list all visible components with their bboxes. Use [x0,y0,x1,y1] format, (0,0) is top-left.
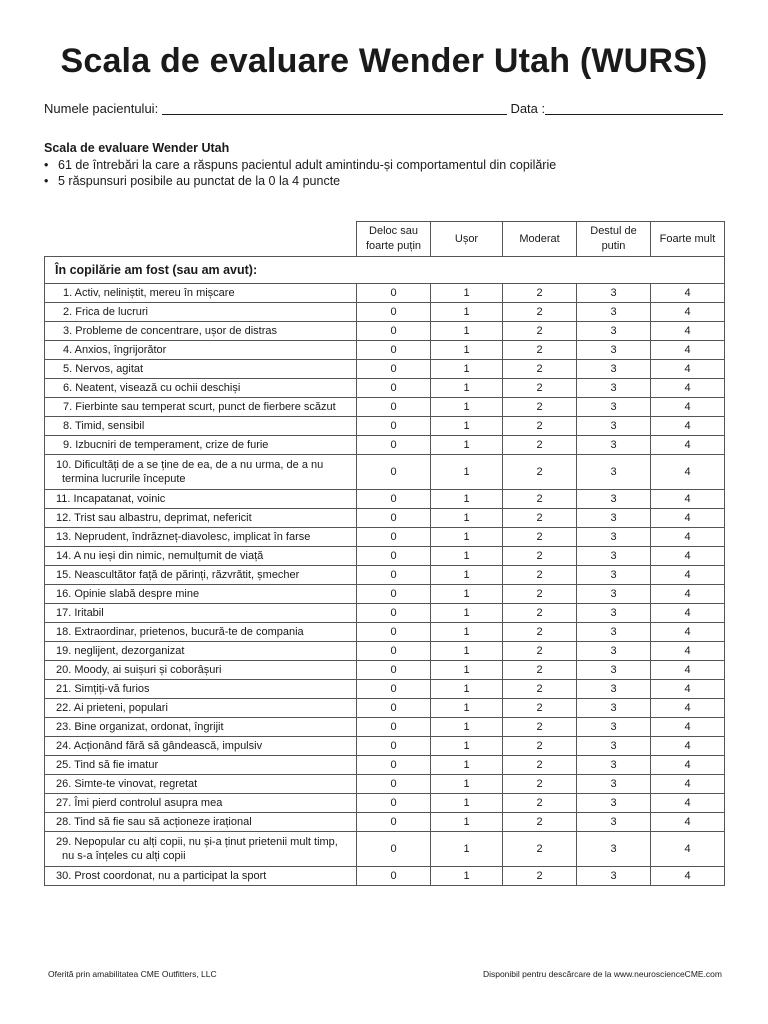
score-option[interactable]: 2 [503,455,577,490]
score-option[interactable]: 2 [503,417,577,436]
item-label [45,642,357,661]
item-label-text: 21. Simțiți-vă furios [56,683,150,695]
table-row [45,284,725,303]
item-label-text: 11. Incapatanat, voinic [56,493,166,505]
score-option[interactable]: 0 [357,417,431,436]
score-option[interactable]: 2 [503,509,577,528]
score-option[interactable]: 4 [651,398,725,417]
intro-heading: Scala de evaluare Wender Utah [44,141,230,155]
item-label-text: 27. Îmi pierd controlul asupra mea [56,797,223,809]
score-option[interactable]: 2 [503,680,577,699]
score-option[interactable]: 4 [651,417,725,436]
item-label [45,547,357,566]
table-row [45,867,725,886]
item-label-text: 4. Anxios, îngrijorător [63,344,167,356]
score-option[interactable]: 0 [357,398,431,417]
item-label-line: termina lucrurile începute [62,473,186,485]
score-option[interactable]: 2 [503,604,577,623]
score-option[interactable]: 0 [357,813,431,832]
item-label [45,417,357,436]
score-option[interactable]: 0 [357,661,431,680]
score-option[interactable]: 4 [651,379,725,398]
table-row [45,832,725,867]
score-option[interactable]: 3 [577,585,651,604]
score-option[interactable]: 1 [431,794,503,813]
score-option[interactable]: 3 [577,756,651,775]
score-option[interactable]: 1 [431,566,503,585]
patient-name-label: Numele pacientului: [44,101,159,116]
table-row [45,737,725,756]
score-option[interactable]: 1 [431,284,503,303]
score-option[interactable]: 3 [577,547,651,566]
score-option[interactable]: 3 [577,322,651,341]
score-option[interactable]: 4 [651,756,725,775]
item-label-text: 1. Activ, neliniștit, mereu în mișcare [63,287,235,299]
score-option[interactable]: 2 [503,379,577,398]
score-option[interactable]: 3 [577,379,651,398]
score-option[interactable]: 2 [503,794,577,813]
score-option[interactable]: 4 [651,303,725,322]
score-option[interactable]: 2 [503,585,577,604]
item-label-text: 15. Neascultător față de părinți, răzvrătit, șmecher [56,569,300,581]
score-option[interactable]: 3 [577,284,651,303]
score-option[interactable]: 0 [357,756,431,775]
table-row [45,528,725,547]
item-label [45,699,357,718]
score-option[interactable]: 3 [577,794,651,813]
score-option[interactable]: 4 [651,284,725,303]
item-label [45,455,357,490]
item-label-text: 9. Izbucniri de temperament, crize de furie [63,439,269,451]
column-header-text: Destul de [590,225,637,237]
score-option[interactable]: 3 [577,623,651,642]
item-label [45,284,357,303]
score-option[interactable]: 0 [357,642,431,661]
item-label [45,322,357,341]
score-option[interactable]: 2 [503,756,577,775]
score-option[interactable]: 0 [357,737,431,756]
score-option[interactable]: 4 [651,813,725,832]
score-option[interactable]: 1 [431,756,503,775]
table-row [45,604,725,623]
score-option[interactable]: 4 [651,737,725,756]
score-option[interactable]: 1 [431,436,503,455]
score-option[interactable]: 4 [651,566,725,585]
score-option[interactable]: 0 [357,436,431,455]
item-label [45,398,357,417]
table-header-row [45,222,725,257]
item-label [45,737,357,756]
table-row [45,341,725,360]
score-option[interactable]: 1 [431,699,503,718]
score-option[interactable]: 0 [357,490,431,509]
score-option[interactable]: 2 [503,775,577,794]
rating-scale-table [44,221,725,886]
date-label: Data : [510,101,546,116]
score-option[interactable]: 3 [577,436,651,455]
score-option[interactable]: 2 [503,303,577,322]
score-option[interactable]: 0 [357,585,431,604]
score-option[interactable]: 2 [503,623,577,642]
score-option[interactable]: 0 [357,775,431,794]
item-label-text: 2. Frica de lucruri [63,306,148,318]
intro-bullets [44,157,556,189]
score-option[interactable]: 0 [357,867,431,886]
score-option[interactable]: 1 [431,303,503,322]
item-label [45,623,357,642]
table-row [45,585,725,604]
item-label [45,867,357,886]
item-label [45,775,357,794]
score-option[interactable]: 0 [357,284,431,303]
score-option[interactable]: 0 [357,455,431,490]
score-option[interactable]: 0 [357,794,431,813]
table-row [45,699,725,718]
score-option[interactable]: 4 [651,867,725,886]
column-header [503,222,577,257]
column-header [577,222,651,257]
item-label-text: 20. Moody, ai suișuri și coborâșuri [56,664,222,676]
item-label-text: 19. neglijent, dezorganizat [56,645,185,657]
item-label [45,813,357,832]
score-option[interactable]: 3 [577,417,651,436]
item-label-text: 8. Timid, sensibil [63,420,145,432]
section-heading-row [45,257,725,284]
score-option[interactable]: 1 [431,509,503,528]
score-option[interactable]: 4 [651,341,725,360]
item-label [45,360,357,379]
item-label-text: 16. Opinie slabă despre mine [56,588,200,600]
score-option[interactable]: 0 [357,680,431,699]
score-option[interactable]: 1 [431,417,503,436]
score-option[interactable]: 4 [651,547,725,566]
score-option[interactable]: 2 [503,718,577,737]
score-option[interactable]: 3 [577,642,651,661]
table-row [45,718,725,737]
score-option[interactable]: 4 [651,623,725,642]
item-label-text: 7. Fierbinte sau temperat scurt, punct de fierbere scăzut [63,401,336,413]
intro-block [44,140,556,189]
column-header-text: Ușor [454,232,479,245]
column-header [357,222,431,257]
score-option[interactable]: 3 [577,680,651,699]
score-option[interactable]: 4 [651,455,725,490]
score-option[interactable]: 3 [577,398,651,417]
table-row [45,509,725,528]
item-label-line: nu s-a înțeles cu alți copii [62,850,186,862]
score-option[interactable]: 0 [357,360,431,379]
score-option[interactable]: 2 [503,642,577,661]
score-option[interactable]: 3 [577,867,651,886]
score-option[interactable]: 2 [503,436,577,455]
score-option[interactable]: 2 [503,528,577,547]
score-option[interactable]: 0 [357,528,431,547]
item-label-text: 25. Tind să fie imatur [56,759,159,771]
score-option[interactable]: 1 [431,341,503,360]
item-label [45,490,357,509]
score-option[interactable]: 0 [357,718,431,737]
score-option[interactable]: 0 [357,303,431,322]
score-option[interactable]: 0 [357,832,431,867]
table-row [45,642,725,661]
item-label-text: 3. Probleme de concentrare, ușor de distras [63,325,278,337]
item-label [45,436,357,455]
column-header-text: Foarte mult [659,232,716,245]
score-option[interactable]: 4 [651,794,725,813]
item-label [45,566,357,585]
score-option[interactable]: 4 [651,509,725,528]
score-option[interactable]: 1 [431,455,503,490]
score-option[interactable]: 0 [357,566,431,585]
item-label [45,756,357,775]
item-label-text: 24. Acționând fără să gândească, impulsiv [56,740,263,752]
score-option[interactable]: 3 [577,455,651,490]
table-row [45,756,725,775]
item-label [45,341,357,360]
score-option[interactable]: 2 [503,360,577,379]
section-heading: În copilărie am fost (sau am avut): [45,257,725,284]
item-label [45,794,357,813]
score-option[interactable]: 1 [431,528,503,547]
score-option[interactable]: 2 [503,699,577,718]
score-option[interactable]: 4 [651,699,725,718]
score-option[interactable]: 4 [651,322,725,341]
table-row [45,623,725,642]
score-option[interactable]: 2 [503,547,577,566]
score-option[interactable]: 0 [357,509,431,528]
score-option[interactable]: 3 [577,360,651,379]
table-row [45,566,725,585]
table-row [45,398,725,417]
score-option[interactable]: 4 [651,680,725,699]
score-option[interactable]: 0 [357,699,431,718]
item-label [45,718,357,737]
table-row [45,775,725,794]
score-option[interactable]: 2 [503,661,577,680]
score-option[interactable]: 3 [577,661,651,680]
footer-credit: Oferită prin amabilitatea CME Outfitters, LLC [48,969,217,979]
table-row [45,322,725,341]
score-option[interactable]: 0 [357,623,431,642]
item-label-text: 26. Simte-te vinovat, regretat [56,778,198,790]
score-option[interactable]: 1 [431,490,503,509]
score-option[interactable]: 1 [431,322,503,341]
score-option[interactable]: 1 [431,642,503,661]
score-option[interactable]: 1 [431,379,503,398]
item-label [45,585,357,604]
footer-download-note: Disponibil pentru descărcare de la www.neuroscienceCME.com [482,969,722,979]
intro-bullet: • 61 de întrebări la care a răspuns pacientul adult amintindu-și comportamentul din copilărie [44,157,556,173]
score-option[interactable]: 2 [503,490,577,509]
item-label-line: 10. Dificultăți de a se ține de ea, de a nu urma, de a nu [56,459,324,471]
item-label [45,379,357,398]
table-row [45,303,725,322]
score-option[interactable]: 4 [651,832,725,867]
score-option[interactable]: 0 [357,341,431,360]
item-label-text: 6. Neatent, visează cu ochii deschiși [63,382,241,394]
item-label [45,661,357,680]
item-label [45,528,357,547]
table-row [45,794,725,813]
table-row [45,360,725,379]
score-option[interactable]: 4 [651,360,725,379]
score-option[interactable]: 3 [577,490,651,509]
intro-bullet: • 5 răspunsuri posibile au punctat de la 0 la 4 puncte [44,173,556,189]
score-option[interactable]: 2 [503,813,577,832]
patient-name-field[interactable] [162,101,507,115]
table-row [45,680,725,699]
item-label [45,509,357,528]
score-option[interactable]: 1 [431,813,503,832]
item-label-line: 29. Nepopular cu alți copii, nu și-a ținut prietenii mult timp, [56,836,338,848]
table-row [45,455,725,490]
item-label-text: 18. Extraordinar, prietenos, bucură-te de compania [56,626,304,638]
table-row [45,547,725,566]
item-label-text: 17. Iritabil [56,607,104,619]
item-label [45,303,357,322]
score-option[interactable]: 4 [651,604,725,623]
column-header-text: Moderat [519,232,560,245]
score-option[interactable]: 0 [357,379,431,398]
column-header [431,222,503,257]
score-option[interactable]: 3 [577,528,651,547]
score-option[interactable]: 4 [651,661,725,680]
item-label-text: 22. Ai prieteni, populari [56,702,168,714]
item-label-text: 28. Tind să fie sau să acționeze irațional [56,816,252,828]
item-label-text: 5. Nervos, agitat [63,363,144,375]
score-option[interactable]: 4 [651,585,725,604]
item-label-text: 13. Neprudent, îndrăzneț-diavolesc, implicat în farse [56,531,311,543]
item-label [45,680,357,699]
score-option[interactable]: 0 [357,322,431,341]
table-row [45,379,725,398]
column-header [651,222,725,257]
column-header-text: putin [601,240,626,252]
score-option[interactable]: 2 [503,867,577,886]
score-option[interactable]: 1 [431,661,503,680]
score-option[interactable]: 1 [431,604,503,623]
table-row [45,490,725,509]
item-label-text: 23. Bine organizat, ordonat, îngrijit [56,721,224,733]
score-option[interactable]: 0 [357,604,431,623]
score-option[interactable]: 1 [431,360,503,379]
score-option[interactable]: 3 [577,566,651,585]
score-option[interactable]: 1 [431,737,503,756]
patient-info-line [44,101,723,116]
score-option[interactable]: 3 [577,737,651,756]
score-option[interactable]: 1 [431,680,503,699]
score-option[interactable]: 0 [357,547,431,566]
score-option[interactable]: 3 [577,775,651,794]
score-option[interactable]: 2 [503,322,577,341]
score-option[interactable]: 1 [431,867,503,886]
score-option[interactable]: 2 [503,398,577,417]
item-label-text: 14. A nu ieși din nimic, nemulțumit de viață [56,550,264,562]
column-header-text: foarte puțin [365,240,422,252]
score-option[interactable]: 3 [577,813,651,832]
table-row [45,661,725,680]
score-option[interactable]: 3 [577,604,651,623]
date-field[interactable] [545,101,723,115]
score-option[interactable]: 4 [651,490,725,509]
score-option[interactable]: 3 [577,718,651,737]
score-option[interactable]: 1 [431,623,503,642]
score-option[interactable]: 1 [431,585,503,604]
page-title: Scala de evaluare Wender Utah (WURS) [60,42,708,80]
score-option[interactable]: 2 [503,284,577,303]
score-option[interactable]: 1 [431,398,503,417]
score-option[interactable]: 4 [651,718,725,737]
score-option[interactable]: 2 [503,832,577,867]
score-option[interactable]: 4 [651,436,725,455]
empty-header-cell [45,222,357,257]
score-option[interactable]: 3 [577,509,651,528]
score-option[interactable]: 1 [431,775,503,794]
item-label-text: 30. Prost coordonat, nu a participat la sport [56,870,267,882]
column-header-text: Deloc sau [369,225,418,237]
score-option[interactable]: 3 [577,341,651,360]
score-option[interactable]: 1 [431,718,503,737]
score-option[interactable]: 1 [431,547,503,566]
table-row [45,813,725,832]
item-label [45,832,357,867]
score-option[interactable]: 3 [577,832,651,867]
score-option[interactable]: 3 [577,303,651,322]
score-option[interactable]: 3 [577,699,651,718]
score-option[interactable]: 2 [503,566,577,585]
score-option[interactable]: 1 [431,832,503,867]
table-row [45,417,725,436]
score-option[interactable]: 4 [651,775,725,794]
score-option[interactable]: 2 [503,737,577,756]
item-label-text: 12. Trist sau albastru, deprimat, nefericit [56,512,252,524]
table-row [45,436,725,455]
item-label [45,604,357,623]
score-option[interactable]: 4 [651,528,725,547]
score-option[interactable]: 4 [651,642,725,661]
score-option[interactable]: 2 [503,341,577,360]
